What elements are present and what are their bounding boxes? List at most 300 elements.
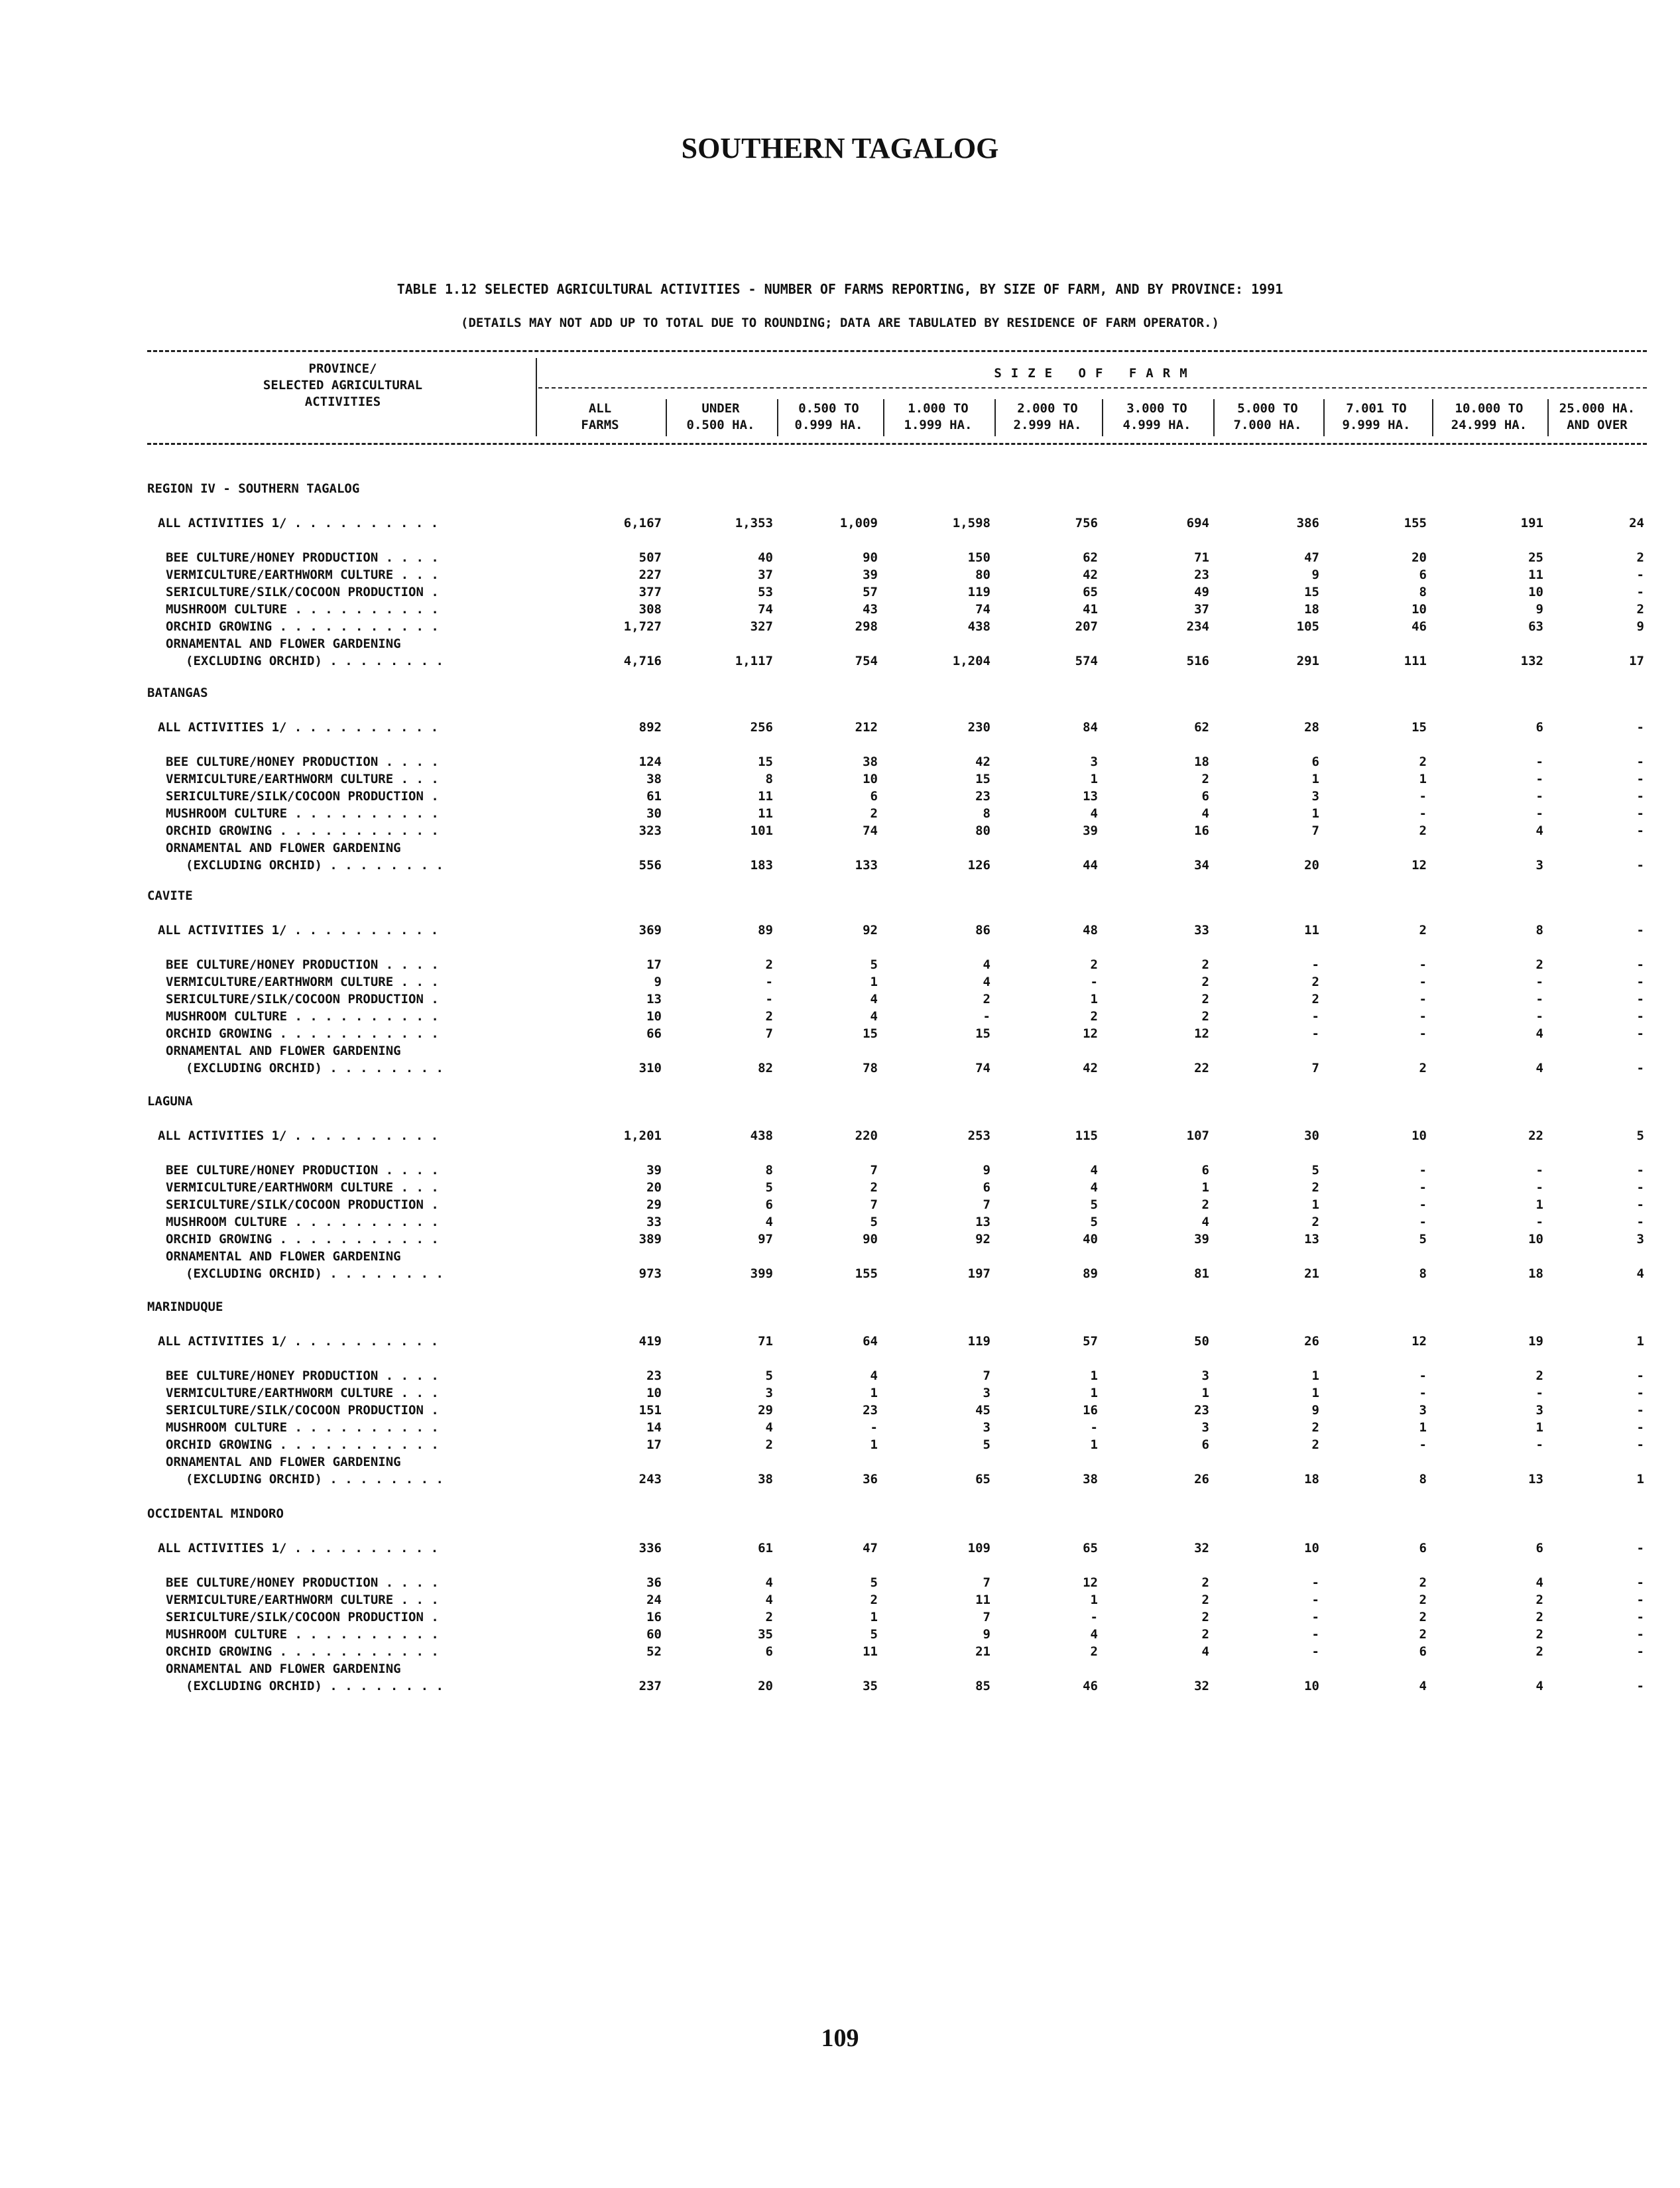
column-divider — [666, 399, 667, 436]
cell-value: 18 — [1304, 602, 1319, 617]
activity-row — [0, 1610, 1680, 1627]
cell-value: 10 — [646, 1386, 662, 1400]
cell-value: 11 — [758, 806, 773, 821]
cell-value: 50 — [1194, 1334, 1209, 1349]
cell-value: 105 — [1296, 619, 1319, 634]
cell-value: 336 — [638, 1541, 662, 1555]
column-header — [1435, 400, 1543, 434]
cell-value: - — [1419, 992, 1427, 1006]
cell-value: 1 — [1311, 1197, 1319, 1212]
cell-value: 150 — [967, 550, 990, 565]
cell-value: 1 — [1535, 1420, 1543, 1435]
cell-value: 12 — [1411, 1334, 1427, 1349]
cell-value: 24 — [1629, 516, 1644, 530]
cell-value: 133 — [855, 858, 878, 873]
cell-value: 37 — [758, 568, 773, 582]
cell-value: 377 — [638, 585, 662, 599]
cell-value: 1,598 — [952, 516, 990, 530]
cell-value: 33 — [1194, 923, 1209, 938]
cell-value: 37 — [1194, 602, 1209, 617]
cell-value: 57 — [863, 585, 878, 599]
cell-value: 3 — [1535, 858, 1543, 873]
cell-value: - — [1636, 1386, 1644, 1400]
cell-value: 327 — [750, 619, 773, 634]
cell-value: 47 — [1304, 550, 1319, 565]
cell-value: 17 — [1629, 654, 1644, 668]
page-header: SOUTHERN TAGALOG — [681, 132, 999, 164]
cell-value: 101 — [750, 823, 773, 838]
cell-value: 9 — [983, 1163, 990, 1178]
cell-value: 84 — [1083, 720, 1098, 735]
cell-value: 2 — [1535, 957, 1543, 972]
cell-value: 507 — [638, 550, 662, 565]
activity-row — [0, 755, 1680, 772]
cell-value: 80 — [975, 823, 990, 838]
cell-value: 6 — [870, 789, 878, 804]
section-heading — [0, 1506, 1680, 1524]
row-label: LAGUNA — [147, 1094, 193, 1109]
cell-value: - — [1636, 1575, 1644, 1590]
cell-value: - — [1090, 975, 1098, 989]
row-label: VERMICULTURE/EARTHWORM CULTURE . . . — [166, 568, 439, 582]
cell-value: 1 — [870, 975, 878, 989]
cell-value: 1 — [1419, 1420, 1427, 1435]
cell-value: 1 — [870, 1386, 878, 1400]
cell-value: - — [1419, 975, 1427, 989]
row-label: ORCHID GROWING . . . . . . . . . . . — [166, 1437, 439, 1452]
column-divider — [777, 399, 778, 436]
cell-value: 20 — [758, 1679, 773, 1693]
cell-value: - — [1419, 1197, 1427, 1212]
cell-value: 61 — [758, 1541, 773, 1555]
column-header — [780, 400, 878, 434]
activity-row — [0, 1197, 1680, 1215]
cell-value: 6,167 — [623, 516, 662, 530]
cell-value: 155 — [1404, 516, 1427, 530]
cell-value: 92 — [975, 1232, 990, 1246]
cell-value: 15 — [1304, 585, 1319, 599]
cell-value: 11 — [1528, 568, 1543, 582]
cell-value: 694 — [1186, 516, 1209, 530]
activity-row — [0, 858, 1680, 875]
row-label: VERMICULTURE/EARTHWORM CULTURE . . . — [166, 1593, 439, 1607]
cell-value: 2 — [1636, 602, 1644, 617]
column-header-line: 25.000 HA. — [1559, 401, 1636, 416]
cell-value: 13 — [975, 1215, 990, 1229]
cell-value: 1 — [1535, 1197, 1543, 1212]
cell-value: 2 — [1535, 1644, 1543, 1659]
activity-row — [0, 602, 1680, 619]
cell-value: 5 — [870, 957, 878, 972]
row-label: ORNAMENTAL AND FLOWER GARDENING — [166, 1662, 401, 1676]
stub-header-line: ACTIVITIES — [304, 395, 381, 409]
row-label: ORNAMENTAL AND FLOWER GARDENING — [166, 1455, 401, 1469]
cell-value: 119 — [967, 585, 990, 599]
cell-value: 2 — [1201, 1593, 1209, 1607]
row-label: ALL ACTIVITIES 1/ . . . . . . . . . . — [158, 923, 439, 938]
cell-value: 7 — [870, 1163, 878, 1178]
section-heading — [0, 1094, 1680, 1111]
cell-value: 34 — [1194, 858, 1209, 873]
cell-value: 5 — [870, 1627, 878, 1642]
cell-value: - — [1535, 1215, 1543, 1229]
cell-value: 4 — [765, 1420, 773, 1435]
cell-value: 4 — [1090, 806, 1098, 821]
activity-row — [0, 957, 1680, 975]
cell-value: 32 — [1194, 1679, 1209, 1693]
cell-value: 12 — [1194, 1026, 1209, 1041]
cell-value: 8 — [1535, 923, 1543, 938]
stub-header — [147, 361, 538, 410]
cell-value: 80 — [975, 568, 990, 582]
cell-value: 15 — [975, 772, 990, 786]
cell-value: - — [765, 975, 773, 989]
cell-value: 3 — [1636, 1232, 1644, 1246]
cell-value: 1 — [1636, 1334, 1644, 1349]
cell-value: 30 — [646, 806, 662, 821]
row-label: BEE CULTURE/HONEY PRODUCTION . . . . — [166, 957, 439, 972]
cell-value: 4 — [1636, 1266, 1644, 1281]
cell-value: 7 — [983, 1610, 990, 1624]
activity-row — [0, 1403, 1680, 1420]
activity-row — [0, 1215, 1680, 1232]
cell-value: 1 — [870, 1610, 878, 1624]
cell-value: 2 — [1419, 1061, 1427, 1075]
size-of-farm-header: SIZE OF FARM — [994, 366, 1197, 381]
cell-value: 74 — [975, 602, 990, 617]
cell-value: 4 — [1535, 1575, 1543, 1590]
size-header-rule — [538, 387, 1647, 389]
cell-value: 2 — [1201, 1627, 1209, 1642]
activity-row — [0, 823, 1680, 841]
cell-value: 17 — [646, 957, 662, 972]
cell-value: 21 — [975, 1644, 990, 1659]
header-bottom-rule — [147, 443, 1647, 445]
cell-value: 18 — [1304, 1472, 1319, 1487]
activity-row — [0, 654, 1680, 671]
cell-value: 40 — [1083, 1232, 1098, 1246]
cell-value: 124 — [638, 755, 662, 769]
cell-value: 1 — [1090, 992, 1098, 1006]
cell-value: 48 — [1083, 923, 1098, 938]
cell-value: 11 — [758, 789, 773, 804]
row-label: (EXCLUDING ORCHID) . . . . . . . . — [186, 1061, 444, 1075]
cell-value: 8 — [1419, 585, 1427, 599]
cell-value: 5 — [870, 1215, 878, 1229]
row-label: ALL ACTIVITIES 1/ . . . . . . . . . . — [158, 516, 439, 530]
cell-value: 2 — [1419, 1610, 1427, 1624]
cell-value: 39 — [863, 568, 878, 582]
cell-value: 42 — [1083, 568, 1098, 582]
cell-value: 4 — [1201, 1215, 1209, 1229]
activity-row — [0, 1026, 1680, 1044]
cell-value: 1 — [1636, 1472, 1644, 1487]
cell-value: 28 — [1304, 720, 1319, 735]
cell-value: 38 — [646, 772, 662, 786]
row-label: (EXCLUDING ORCHID) . . . . . . . . — [186, 858, 444, 873]
cell-value: 3 — [1419, 1403, 1427, 1418]
row-label: SERICULTURE/SILK/COCOON PRODUCTION . — [166, 789, 439, 804]
cell-value: 291 — [1296, 654, 1319, 668]
cell-value: 892 — [638, 720, 662, 735]
cell-value: 1 — [870, 1437, 878, 1452]
section-heading — [0, 686, 1680, 703]
cell-value: - — [1311, 1627, 1319, 1642]
row-label: VERMICULTURE/EARTHWORM CULTURE . . . — [166, 1386, 439, 1400]
cell-value: 2 — [1419, 755, 1427, 769]
activity-row-label — [0, 841, 1680, 858]
cell-value: 46 — [1083, 1679, 1098, 1693]
cell-value: 4 — [983, 975, 990, 989]
activity-row-label — [0, 1044, 1680, 1061]
row-label: MARINDUQUE — [147, 1300, 223, 1314]
cell-value: 3 — [983, 1386, 990, 1400]
activity-row — [0, 1232, 1680, 1249]
activity-row — [0, 1386, 1680, 1403]
activity-row-label — [0, 1455, 1680, 1472]
cell-value: 6 — [1419, 568, 1427, 582]
cell-value: - — [1636, 568, 1644, 582]
cell-value: 39 — [1083, 823, 1098, 838]
row-label: VERMICULTURE/EARTHWORM CULTURE . . . — [166, 1180, 439, 1195]
cell-value: 2 — [1535, 1627, 1543, 1642]
column-header — [997, 400, 1098, 434]
row-label: SERICULTURE/SILK/COCOON PRODUCTION . — [166, 1197, 439, 1212]
column-divider — [883, 399, 884, 436]
cell-value: - — [1311, 1610, 1319, 1624]
all-activities-row — [0, 516, 1680, 533]
cell-value: 1 — [1311, 1386, 1319, 1400]
cell-value: 42 — [975, 755, 990, 769]
cell-value: 12 — [1083, 1575, 1098, 1590]
section-heading — [0, 888, 1680, 906]
cell-value: 41 — [1083, 602, 1098, 617]
cell-value: 6 — [1311, 755, 1319, 769]
cell-value: 2 — [870, 1180, 878, 1195]
cell-value: 2 — [1090, 1009, 1098, 1024]
cell-value: 243 — [638, 1472, 662, 1487]
cell-value: 212 — [855, 720, 878, 735]
section-heading — [0, 1300, 1680, 1317]
column-header-line: 3.000 TO — [1126, 401, 1187, 416]
cell-value: 10 — [1411, 602, 1427, 617]
cell-value: - — [1419, 789, 1427, 804]
cell-value: 71 — [1194, 550, 1209, 565]
cell-value: - — [1636, 1437, 1644, 1452]
cell-value: 20 — [1411, 550, 1427, 565]
cell-value: 8 — [765, 772, 773, 786]
cell-value: 4 — [1201, 1644, 1209, 1659]
cell-value: 97 — [758, 1232, 773, 1246]
row-label: MUSHROOM CULTURE . . . . . . . . . . — [166, 1420, 439, 1435]
cell-value: 74 — [758, 602, 773, 617]
column-header-line: AND OVER — [1567, 418, 1628, 432]
cell-value: 4 — [983, 957, 990, 972]
cell-value: - — [1419, 1368, 1427, 1383]
cell-value: 65 — [1083, 585, 1098, 599]
activity-row — [0, 1368, 1680, 1386]
cell-value: 9 — [654, 975, 662, 989]
cell-value: 18 — [1194, 755, 1209, 769]
row-label: SERICULTURE/SILK/COCOON PRODUCTION . — [166, 992, 439, 1006]
column-divider — [1323, 399, 1325, 436]
activity-row — [0, 619, 1680, 637]
cell-value: 65 — [1083, 1541, 1098, 1555]
cell-value: 2 — [1419, 1627, 1427, 1642]
cell-value: - — [1419, 1180, 1427, 1195]
cell-value: 92 — [863, 923, 878, 938]
table-subtitle: (DETAILS MAY NOT ADD UP TO TOTAL DUE TO ROUNDING; DATA ARE TABULATED BY RESIDENCE OF FARM OPERATOR.) — [461, 316, 1219, 330]
column-header-line: 9.999 HA. — [1342, 418, 1411, 432]
cell-value: 3 — [1311, 789, 1319, 804]
all-activities-row — [0, 1128, 1680, 1146]
cell-value: 2 — [1419, 923, 1427, 938]
cell-value: 4,716 — [623, 654, 662, 668]
cell-value: 9 — [1535, 602, 1543, 617]
column-header-line: 10.000 TO — [1455, 401, 1524, 416]
cell-value: 253 — [967, 1128, 990, 1143]
cell-value: 220 — [855, 1128, 878, 1143]
cell-value: 12 — [1411, 858, 1427, 873]
cell-value: - — [1311, 1644, 1319, 1659]
column-header-line: 1.000 TO — [908, 401, 969, 416]
cell-value: 109 — [967, 1541, 990, 1555]
cell-value: 4 — [765, 1593, 773, 1607]
cell-value: 234 — [1186, 619, 1209, 634]
row-label: BEE CULTURE/HONEY PRODUCTION . . . . — [166, 1163, 439, 1178]
cell-value: - — [1636, 923, 1644, 938]
cell-value: 2 — [1201, 992, 1209, 1006]
cell-value: 24 — [646, 1593, 662, 1607]
cell-value: 23 — [1194, 1403, 1209, 1418]
column-header-line: 0.500 TO — [798, 401, 859, 416]
cell-value: 7 — [1311, 823, 1319, 838]
cell-value: 8 — [1419, 1266, 1427, 1281]
cell-value: 115 — [1075, 1128, 1098, 1143]
activity-row-label — [0, 1249, 1680, 1266]
cell-value: 39 — [1194, 1232, 1209, 1246]
row-label: BEE CULTURE/HONEY PRODUCTION . . . . — [166, 1575, 439, 1590]
cell-value: 7 — [1311, 1061, 1319, 1075]
cell-value: 438 — [750, 1128, 773, 1143]
cell-value: 155 — [855, 1266, 878, 1281]
column-header — [1326, 400, 1427, 434]
cell-value: 57 — [1083, 1334, 1098, 1349]
cell-value: - — [1090, 1610, 1098, 1624]
cell-value: 43 — [863, 602, 878, 617]
cell-value: 5 — [765, 1180, 773, 1195]
cell-value: - — [1636, 957, 1644, 972]
cell-value: 754 — [855, 654, 878, 668]
activity-row — [0, 806, 1680, 823]
cell-value: - — [1419, 1386, 1427, 1400]
cell-value: 7 — [983, 1197, 990, 1212]
cell-value: 2 — [1201, 957, 1209, 972]
cell-value: - — [1636, 975, 1644, 989]
cell-value: 4 — [1535, 1061, 1543, 1075]
cell-value: 10 — [646, 1009, 662, 1024]
activity-row — [0, 1627, 1680, 1644]
cell-value: 46 — [1411, 619, 1427, 634]
cell-value: 23 — [1194, 568, 1209, 582]
row-label: VERMICULTURE/EARTHWORM CULTURE . . . — [166, 975, 439, 989]
cell-value: 2 — [1090, 1644, 1098, 1659]
cell-value: 4 — [1535, 823, 1543, 838]
cell-value: 38 — [758, 1472, 773, 1487]
cell-value: 183 — [750, 858, 773, 873]
row-label: MUSHROOM CULTURE . . . . . . . . . . — [166, 602, 439, 617]
cell-value: 7 — [765, 1026, 773, 1041]
cell-value: 2 — [765, 957, 773, 972]
activity-row — [0, 1593, 1680, 1610]
row-label: ALL ACTIVITIES 1/ . . . . . . . . . . — [158, 1334, 439, 1349]
cell-value: 419 — [638, 1334, 662, 1349]
stub-header-line: PROVINCE/ — [308, 361, 377, 376]
cell-value: - — [1636, 1679, 1644, 1693]
cell-value: 6 — [765, 1197, 773, 1212]
cell-value: 4 — [1090, 1627, 1098, 1642]
activity-row — [0, 1644, 1680, 1662]
cell-value: 2 — [1201, 772, 1209, 786]
activity-row — [0, 1420, 1680, 1437]
cell-value: 47 — [863, 1541, 878, 1555]
row-label: (EXCLUDING ORCHID) . . . . . . . . — [186, 654, 444, 668]
cell-value: 15 — [758, 755, 773, 769]
cell-value: 5 — [870, 1575, 878, 1590]
cell-value: 1,009 — [839, 516, 878, 530]
cell-value: - — [1636, 1644, 1644, 1659]
cell-value: 438 — [967, 619, 990, 634]
cell-value: 9 — [983, 1627, 990, 1642]
row-label: ORNAMENTAL AND FLOWER GARDENING — [166, 637, 401, 651]
cell-value: 21 — [1304, 1266, 1319, 1281]
cell-value: 386 — [1296, 516, 1319, 530]
cell-value: 2 — [1311, 1180, 1319, 1195]
stub-divider — [536, 358, 537, 436]
column-header-line: 7.001 TO — [1346, 401, 1407, 416]
cell-value: 82 — [758, 1061, 773, 1075]
cell-value: 3 — [983, 1420, 990, 1435]
cell-value: 237 — [638, 1679, 662, 1693]
cell-value: 61 — [646, 789, 662, 804]
cell-value: 49 — [1194, 585, 1209, 599]
row-label: BEE CULTURE/HONEY PRODUCTION . . . . — [166, 755, 439, 769]
column-header-line: 2.999 HA. — [1013, 418, 1082, 432]
cell-value: 38 — [1083, 1472, 1098, 1487]
cell-value: - — [1636, 1368, 1644, 1383]
cell-value: 23 — [863, 1403, 878, 1418]
cell-value: - — [1311, 1026, 1319, 1041]
cell-value: 6 — [983, 1180, 990, 1195]
all-activities-row — [0, 1541, 1680, 1558]
cell-value: 33 — [646, 1215, 662, 1229]
activity-row — [0, 975, 1680, 992]
cell-value: 16 — [646, 1610, 662, 1624]
cell-value: - — [1535, 1009, 1543, 1024]
cell-value: 32 — [1194, 1541, 1209, 1555]
row-label: ORNAMENTAL AND FLOWER GARDENING — [166, 1249, 401, 1264]
cell-value: 17 — [646, 1437, 662, 1452]
row-label: OCCIDENTAL MINDORO — [147, 1506, 284, 1521]
cell-value: 4 — [1201, 806, 1209, 821]
cell-value: - — [1535, 755, 1543, 769]
cell-value: 29 — [646, 1197, 662, 1212]
cell-value: - — [1535, 1437, 1543, 1452]
cell-value: 66 — [646, 1026, 662, 1041]
activity-row — [0, 992, 1680, 1009]
table-title: TABLE 1.12 SELECTED AGRICULTURAL ACTIVITIES - NUMBER OF FARMS REPORTING, BY SIZE OF FARM, AND BY PROVINCE: 1991 — [396, 281, 1284, 297]
cell-value: 8 — [983, 806, 990, 821]
